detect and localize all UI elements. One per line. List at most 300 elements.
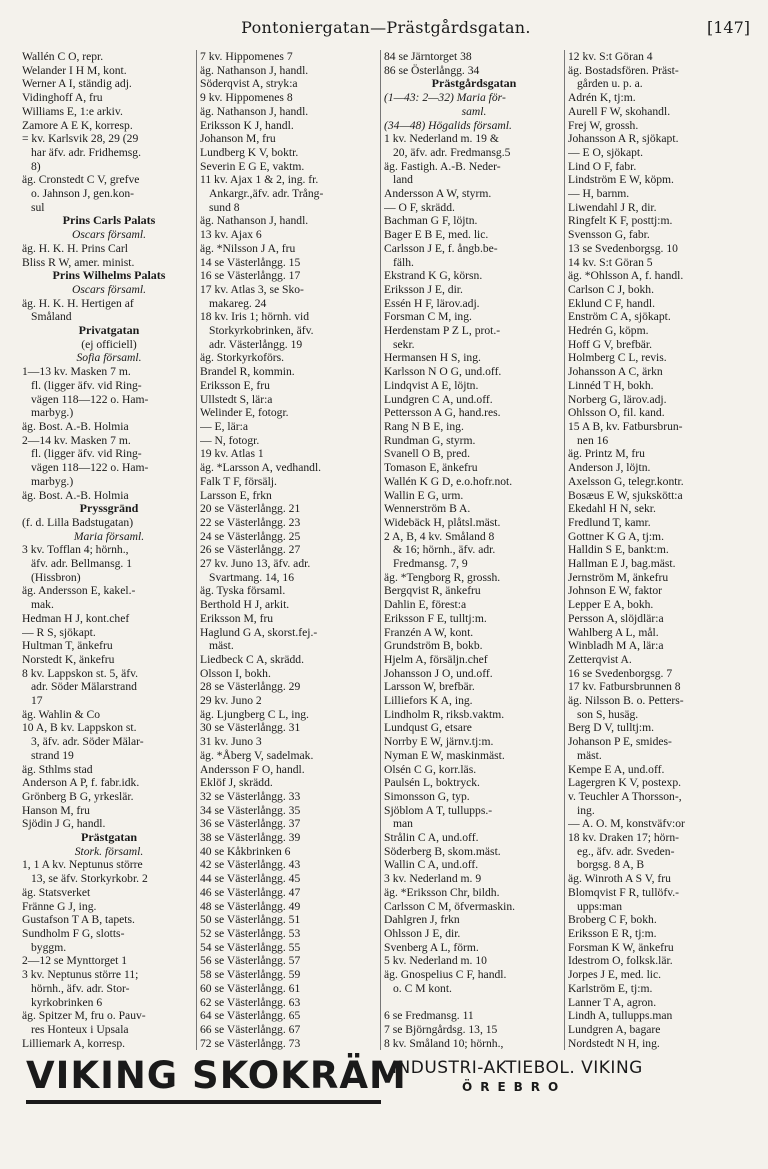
directory-entry: 66 se Västerlångg. 67: [200, 1022, 301, 1036]
directory-entry: Vidinghoff A, fru: [22, 91, 103, 105]
directory-entry: Falk T F, försälj.: [200, 474, 277, 488]
directory-entry: Eriksson F E, tulltj:m.: [384, 611, 487, 625]
directory-entry: — O F, skrädd.: [384, 200, 455, 214]
directory-entry: 34 se Västerlångg. 35: [200, 803, 301, 817]
directory-entry: mäst.: [209, 639, 234, 653]
directory-entry: Nyman E W, maskinmäst.: [384, 748, 505, 762]
directory-entry: Johanson P E, smides-: [568, 735, 672, 749]
directory-entry: Eklöf J, skrädd.: [200, 776, 273, 790]
directory-entry: 19 kv. Atlas 1: [200, 447, 264, 461]
directory-entry: 64 se Västerlångg. 65: [200, 1009, 301, 1023]
directory-entry: Fredlund T, kamr.: [568, 515, 651, 529]
directory-entry: Rundman G, styrm.: [384, 433, 476, 447]
directory-entry: 3, äfv. adr. Söder Mälar-: [31, 735, 144, 749]
directory-entry: Welander I H M, kont.: [22, 63, 127, 77]
directory-entry: Sofia församl.: [76, 351, 142, 365]
directory-entry: Svensson G, fabr.: [568, 228, 650, 242]
column-3: [380, 50, 564, 1050]
directory-entry: Linnéd T H, bokh.: [568, 378, 654, 392]
directory-entry: Forsman C M, ing.: [384, 310, 472, 324]
directory-entry: Grundström B, bokb.: [384, 639, 483, 653]
directory-entry: Gottner K G A, tj:m.: [568, 529, 664, 543]
directory-entry: vägen 118—122 o. Ham-: [31, 461, 149, 475]
directory-entry: äg. *Larsson A, vedhandl.: [200, 461, 322, 475]
column-4: [564, 50, 750, 1050]
directory-entry: Bliss R W, amer. minist.: [22, 255, 135, 269]
directory-entry: Ullstedt S, lär:a: [200, 392, 273, 406]
directory-entry: Brandel R, kommin.: [200, 365, 295, 379]
directory-entry: nen 16: [577, 433, 609, 447]
directory-entry: äg. Nathanson J, handl.: [200, 104, 309, 118]
directory-entry: borgsg. 8 A, B: [577, 858, 645, 872]
directory-entry: Zamore A E K, korresp.: [22, 118, 133, 132]
directory-entry: (34—48) Högalids församl.: [384, 118, 512, 132]
directory-entry: (ej officiell): [81, 337, 137, 351]
directory-entry: Widebäck H, plåtsl.mäst.: [384, 515, 501, 529]
directory-entry: Hedrén G, köpm.: [568, 324, 649, 338]
directory-entry: 11 kv. Ajax 1 & 2, ing. fr.: [200, 173, 319, 187]
directory-entry: 16 se Västerlångg. 17: [200, 269, 301, 283]
directory-entry: Ekstrand K G, körsn.: [384, 269, 483, 283]
directory-entry: 8 kv. Lappskon st. 5, äfv.: [22, 666, 139, 680]
directory-entry: Sundholm F G, slotts-: [22, 927, 125, 940]
directory-entry: Ankargr.,äfv. adr. Trång-: [209, 187, 324, 201]
directory-entry: Wallin E G, urm.: [384, 488, 464, 502]
directory-entry: — N, fotogr.: [200, 433, 260, 447]
directory-entry: äg. Wahlin & Co: [22, 707, 101, 721]
directory-entry: 7 se Björngårdsg. 13, 15: [384, 1022, 498, 1036]
directory-entry: 13, se äfv. Storkyrkobr. 2: [31, 872, 148, 886]
directory-entry: 29 kv. Juno 2: [200, 694, 262, 708]
directory-entry: 72 se Västerlångg. 73: [200, 1036, 301, 1050]
directory-entry: Lilliefors K A, ing.: [384, 694, 473, 708]
advertisement: [22, 1054, 750, 1114]
directory-entry: [384, 996, 564, 1010]
directory-entry: adr. Söder Mälarstrand: [31, 680, 137, 694]
directory-entry: Norberg G, lärov.adj.: [568, 392, 667, 406]
directory-entry: Andersson A W, styrm.: [384, 187, 492, 201]
directory-entry: Welinder E, fotogr.: [200, 406, 289, 420]
directory-entry: äg. Fastigh. A.-B. Neder-: [384, 159, 501, 173]
directory-entry: Holmberg C L, revis.: [568, 351, 667, 365]
directory-entry: Pryssgränd: [79, 502, 139, 516]
directory-entry: Norstedt K, änkefru: [22, 652, 115, 666]
directory-entry: äg. H. K. H. Hertigen af: [22, 296, 134, 310]
directory-entry: Gustafson T A B, tapets.: [22, 913, 135, 927]
directory-entry: Axelsson G, telegr.kontr.: [568, 474, 684, 488]
page-header: [22, 12, 750, 42]
directory-entry: 56 se Västerlångg. 57: [200, 954, 301, 968]
directory-entry: Simonsson G, typ.: [384, 789, 470, 803]
directory-entry: Eriksson E, fru: [200, 378, 270, 392]
directory-entry: 6 se Fredmansg. 11: [384, 1009, 474, 1023]
column-1: [22, 50, 196, 1050]
directory-entry: Svartmang. 14, 16: [209, 570, 295, 584]
directory-entry: Wennerström B A.: [384, 502, 471, 516]
directory-entry: Lagergren K V, postexp.: [568, 776, 682, 790]
directory-entry: 38 se Västerlångg. 39: [200, 831, 301, 845]
directory-entry: Severin E G E, vaktm.: [200, 159, 305, 173]
directory-entry: Johansson A R, sjökapt.: [568, 132, 679, 146]
directory-entry: sekr.: [393, 337, 415, 351]
directory-entry: Söderqvist A, stryk:a: [200, 77, 298, 91]
directory-entry: Lind O F, fabr.: [568, 159, 637, 173]
directory-entry: äg. Bostadsfören. Präst-: [568, 63, 679, 77]
directory-entry: 44 se Västerlångg. 45: [200, 872, 301, 886]
directory-entry: 20, äfv. adr. Fredmansg.5: [393, 145, 511, 159]
directory-entry: 48 se Västerlångg. 49: [200, 899, 301, 913]
directory-entry: äg. Gnospelius C F, handl.: [384, 968, 507, 982]
directory-entry: — R S, sjökapt.: [22, 625, 96, 639]
ad-brand: VIKING SKOKRÄM: [26, 1054, 407, 1097]
directory-entry: Prins Wilhelms Palats: [52, 269, 166, 283]
directory-entry: Eriksson E R, tj:m.: [568, 927, 657, 940]
directory-entry: Wallén C O, repr.: [22, 50, 104, 63]
directory-entry: Eriksson K J, handl.: [200, 118, 294, 132]
directory-entry: 15 A B, kv. Fatbursbrun-: [568, 419, 683, 433]
directory-entry: Lindh A, tullupps.man: [568, 1009, 673, 1023]
directory-entry: äg. *Åberg V, sadelmak.: [200, 748, 314, 762]
ad-city: ÖREBRO: [462, 1080, 567, 1094]
directory-entry: Dahlin E, förest:a: [384, 598, 467, 612]
directory-entry: — E O, sjökapt.: [568, 145, 644, 159]
directory-entry: Dahlgren J, frkn: [384, 913, 460, 927]
directory-entry: äg. Tyska församl.: [200, 584, 286, 598]
directory-entry: 36 se Västerlångg. 37: [200, 817, 301, 831]
directory-entry: Wallén K G D, e.o.hofr.not.: [384, 474, 513, 488]
directory-entry: Sjöblom A T, tullupps.-: [384, 803, 493, 817]
directory-entry: 8 kv. Småland 10; hörnh.,: [384, 1036, 504, 1050]
directory-entry: Söderberg B, skom.mäst.: [384, 844, 501, 858]
directory-entry: Herdenstam P Z L, prot.-: [384, 324, 501, 338]
directory-entry: äg. Nathanson J, handl.: [200, 63, 309, 77]
directory-entry: 28 se Västerlångg. 29: [200, 680, 301, 694]
directory-entry: Idestrom O, folksk.lär.: [568, 954, 673, 968]
directory-entry: Jorpes J E, med. lic.: [568, 968, 662, 982]
directory-entry: äg. H. K. H. Prins Carl: [22, 241, 128, 255]
directory-entry: Prästgatan: [81, 831, 137, 845]
directory-entry: v. Teuchler A Thorsson-,: [568, 789, 682, 803]
directory-entry: Karlsson N O G, und.off.: [384, 365, 502, 379]
directory-entry: 16 se Svedenborgsg. 7: [568, 666, 673, 680]
directory-entry: strand 19: [31, 748, 74, 762]
directory-entry: äg. Sthlms stad: [22, 762, 93, 776]
directory-entry: Carlson C J, bokh.: [568, 282, 654, 296]
directory-entry: upps:man: [577, 899, 623, 913]
directory-entry: Nordstedt N H, ing.: [568, 1036, 660, 1050]
directory-entry: (Hissbron): [31, 570, 81, 584]
directory-entry: 13 kv. Ajax 6: [200, 228, 262, 242]
directory-entry: 60 se Västerlångg. 61: [200, 981, 301, 995]
directory-entry: byggm.: [31, 940, 67, 954]
directory-entry: Prins Carls Palats: [62, 214, 156, 228]
directory-entry: Olsén C G, korr.läs.: [384, 762, 477, 776]
directory-entry: land: [393, 173, 413, 187]
directory-entry: makareg. 24: [209, 296, 267, 310]
directory-entry: ing.: [577, 803, 595, 817]
directory-entry: Berthold H J, arkit.: [200, 598, 290, 612]
directory-entry: Hoff G V, brefbär.: [568, 337, 653, 351]
directory-entry: 2—14 kv. Masken 7 m.: [22, 433, 131, 447]
directory-entry: 18 kv. Iris 1; hörnh. vid: [200, 310, 310, 324]
directory-entry: — A. O. M, konstväfv:or: [568, 817, 685, 831]
directory-entry: Bosæus E W, sjukskött:a: [568, 488, 683, 502]
directory-entry: 54 se Västerlångg. 55: [200, 940, 301, 954]
directory-entry: Kempe E A, und.off.: [568, 762, 665, 776]
directory-entry: Svanell O B, pred.: [384, 447, 470, 461]
directory-entry: har äfv. adr. Fridhemsg.: [31, 145, 142, 159]
directory-entry: Johanson M, fru: [200, 132, 276, 146]
directory-entry: 84 se Järntorget 38: [384, 50, 472, 63]
ad-company: INDUSTRI-AKTIEBOL. VIKING: [392, 1058, 643, 1078]
directory-entry: Maria församl.: [73, 529, 145, 543]
directory-entry: gården u. p. a.: [577, 77, 643, 91]
ad-underline: [26, 1100, 381, 1104]
directory-entry: Oscars församl.: [71, 228, 147, 242]
page-number: [147]: [706, 18, 750, 37]
directory-entry: 30 se Västerlångg. 31: [200, 721, 301, 735]
directory-entry: Lindholm R, riksb.vaktm.: [384, 707, 505, 721]
directory-entry: 22 se Västerlångg. 23: [200, 515, 301, 529]
directory-entry: Wahlberg A L, mål.: [568, 625, 659, 639]
directory-entry: Karlström E, tj:m.: [568, 981, 653, 995]
directory-entry: 7 kv. Hippomenes 7: [200, 50, 293, 63]
directory-entry: 20 se Västerlångg. 21: [200, 502, 301, 516]
directory-entry: Privatgatan: [78, 324, 140, 338]
directory-entry: Eriksson M, fru: [200, 611, 274, 625]
directory-entry: Lepper E A, bokh.: [568, 598, 654, 612]
directory-entry: 86 se Österlångg. 34: [384, 63, 480, 77]
directory-entry: 50 se Västerlångg. 51: [200, 913, 301, 927]
directory-entry: äg. Nilsson B. o. Petters-: [568, 694, 684, 708]
directory-entry: o. C M kont.: [393, 981, 452, 995]
directory-entry: Johansson A C, ärkn: [568, 365, 663, 379]
directory-entry: mäst.: [577, 748, 602, 762]
directory-entry: äg. Andersson E, kakel.-: [22, 584, 136, 598]
directory-entry: äg. Printz M, fru: [568, 447, 645, 461]
directory-entry: res Honteux i Upsala: [31, 1022, 129, 1036]
directory-entry: Storkyrkobrinken, äfv.: [209, 324, 314, 338]
directory-entry: son S, husäg.: [577, 707, 639, 721]
directory-entry: man: [393, 817, 413, 831]
directory-entry: Oscars församl.: [71, 282, 147, 296]
directory-entry: Carlsson C M, öfvermaskin.: [384, 899, 516, 913]
directory-entry: Ekedahl H N, sekr.: [568, 502, 656, 516]
directory-entry: o. Jahnson J, gen.kon-: [31, 187, 135, 201]
directory-entry: Hultman T, änkefru: [22, 639, 113, 653]
directory-entry: Adrén K, tj:m.: [568, 91, 636, 105]
directory-entry: Hallman E J, bag.mäst.: [568, 557, 676, 571]
directory-entry: Frej W, grossh.: [568, 118, 639, 132]
directory-entry: Larsson W, brefbär.: [384, 680, 475, 694]
directory-entry: fl. (ligger äfv. vid Ring-: [31, 378, 142, 392]
directory-entry: Lanner T A, agron.: [568, 995, 657, 1009]
directory-entry: Berg D V, tulltj:m.: [568, 721, 655, 735]
directory-entry: fl. (ligger äfv. vid Ring-: [31, 447, 142, 461]
directory-entry: Forsman K W, änkefru: [568, 940, 674, 954]
directory-entry: Liedbeck C A, skrädd.: [200, 652, 304, 666]
directory-entry: 3 kv. Neptunus större 11;: [22, 968, 139, 982]
directory-entry: Lundqust G, etsare: [384, 721, 472, 735]
directory-entry: Liwendahl J R, dir.: [568, 200, 657, 214]
directory-entry: Prästgårdsgatan: [431, 77, 517, 91]
directory-entry: mak.: [31, 598, 54, 612]
directory-entry: Lindqvist A E, löjtn.: [384, 378, 479, 392]
directory-page: [22, 12, 750, 1162]
directory-columns: [22, 50, 750, 1050]
directory-entry: — E, lär:a: [200, 419, 248, 433]
directory-entry: Hermansen H S, ing.: [384, 351, 481, 365]
directory-entry: Enström C A, sjökapt.: [568, 310, 671, 324]
directory-entry: 14 se Västerlångg. 15: [200, 255, 301, 269]
directory-entry: 2 A, B, 4 kv. Småland 8: [384, 529, 495, 543]
directory-entry: Ohlsson J E, dir.: [384, 927, 461, 940]
directory-entry: 17 kv. Atlas 3, se Sko-: [200, 282, 304, 296]
directory-entry: 62 se Västerlångg. 63: [200, 995, 301, 1009]
directory-entry: Johnson E W, faktor: [568, 584, 663, 598]
directory-entry: Haglund G A, skorst.fej.-: [200, 625, 318, 639]
directory-entry: 2—12 se Mynttorget 1: [22, 954, 128, 968]
directory-entry: marbyg.): [31, 406, 74, 420]
directory-entry: Carlsson J E, f. ångb.be-: [384, 241, 498, 255]
directory-entry: äg. Nathanson J, handl.: [200, 214, 309, 228]
directory-entry: — H, barnm.: [568, 187, 630, 201]
directory-entry: Jernström M, änkefru: [568, 570, 669, 584]
directory-entry: Winbladh M A, lär:a: [568, 639, 664, 653]
directory-entry: Halldin S E, bankt:m.: [568, 543, 669, 557]
directory-entry: Hanson M, fru: [22, 803, 90, 817]
directory-entry: 52 se Västerlångg. 53: [200, 927, 301, 940]
directory-entry: 1, 1 A kv. Neptunus större: [22, 858, 143, 872]
directory-entry: Pettersson A G, hand.res.: [384, 406, 501, 420]
directory-entry: Svenberg A L, förm.: [384, 940, 479, 954]
directory-entry: Fränne G J, ing.: [22, 899, 97, 913]
directory-entry: Werner A I, ständig adj.: [22, 77, 132, 91]
directory-entry: äg. *Ohlsson A, f. handl.: [568, 269, 684, 283]
directory-entry: vägen 118—122 o. Ham-: [31, 392, 149, 406]
column-2: [196, 50, 380, 1050]
directory-entry: 3 kv. Nederland m. 9: [384, 872, 482, 886]
directory-entry: 8): [31, 159, 41, 173]
directory-entry: eg., äfv. adr. Sveden-: [577, 844, 675, 858]
directory-entry: Anderson J, löjtn.: [568, 461, 651, 475]
directory-entry: Blomqvist F R, tullöfv.-: [568, 885, 680, 899]
directory-entry: hörnh., äfv. adr. Stor-: [31, 981, 130, 995]
directory-entry: kyrkobrinken 6: [31, 995, 103, 1009]
directory-entry: Lindström E W, köpm.: [568, 173, 674, 187]
directory-entry: Småland: [31, 310, 72, 324]
directory-entry: saml.: [461, 104, 487, 118]
directory-entry: adr. Västerlångg. 19: [209, 337, 303, 351]
directory-entry: Eriksson J E, dir.: [384, 282, 463, 296]
directory-entry: 17: [31, 694, 43, 708]
directory-entry: Andersson F O, handl.: [200, 762, 305, 776]
directory-entry: sund 8: [209, 200, 240, 214]
directory-entry: Williams E, 1:e arkiv.: [22, 104, 123, 118]
directory-entry: sul: [31, 200, 45, 214]
directory-entry: 9 kv. Hippomenes 8: [200, 91, 293, 105]
directory-entry: äg. Cronstedt C V, grefve: [22, 173, 140, 187]
directory-entry: Larsson E, frkn: [200, 488, 272, 502]
directory-entry: = kv. Karlsvik 28, 29 (29: [22, 132, 139, 146]
directory-entry: (1—43: 2—32) Maria för-: [384, 91, 506, 105]
directory-entry: Lundgren A, bagare: [568, 1022, 661, 1036]
directory-entry: äg. Spitzer M, fru o. Pauv-: [22, 1009, 146, 1023]
directory-entry: Olsson I, bokh.: [200, 666, 271, 680]
directory-entry: äg. Statsverket: [22, 885, 91, 899]
directory-entry: Ohlsson O, fil. kand.: [568, 406, 665, 420]
directory-entry: 42 se Västerlångg. 43: [200, 858, 301, 872]
directory-entry: Hjelm A, försäljn.chef: [384, 652, 488, 666]
directory-entry: Paulsén L, boktryck.: [384, 776, 480, 790]
directory-entry: 32 se Västerlångg. 33: [200, 789, 301, 803]
directory-entry: & 16; hörnh., äfv. adr.: [393, 543, 496, 557]
directory-entry: Rang N B E, ing.: [384, 419, 464, 433]
directory-entry: Hedman H J, kont.chef: [22, 611, 130, 625]
directory-entry: 26 se Västerlångg. 27: [200, 543, 301, 557]
directory-entry: 40 se Kåkbrinken 6: [200, 844, 291, 858]
directory-entry: (f. d. Lilla Badstugatan): [22, 515, 134, 529]
directory-entry: 14 kv. S:t Göran 5: [568, 255, 653, 269]
directory-entry: marbyg.): [31, 474, 74, 488]
directory-entry: 58 se Västerlångg. 59: [200, 968, 301, 982]
directory-entry: 17 kv. Fatbursbrunnen 8: [568, 680, 681, 694]
directory-entry: äg. *Tengborg R, grossh.: [384, 570, 501, 584]
directory-entry: Johansson J O, und.off.: [384, 666, 493, 680]
directory-entry: 3 kv. Tofflan 4; hörnh.,: [22, 543, 129, 557]
directory-entry: 1 kv. Nederland m. 19 &: [384, 132, 499, 146]
directory-entry: Persson A, slöjdlär:a: [568, 611, 664, 625]
directory-entry: Norrby E W, järnv.tj:m.: [384, 735, 494, 749]
directory-entry: Franzén A W, kont.: [384, 625, 474, 639]
directory-entry: 10 A, B kv. Lappskon st.: [22, 721, 137, 735]
directory-entry: Zetterqvist A.: [568, 652, 632, 666]
directory-entry: Ringfelt K F, posttj:m.: [568, 214, 673, 228]
directory-entry: äg. Storkyrkoförs.: [200, 351, 285, 365]
directory-entry: Bergqvist R, änkefru: [384, 584, 481, 598]
directory-entry: Lilliemark A, korresp.: [22, 1036, 126, 1050]
directory-entry: Lundberg K V, boktr.: [200, 145, 299, 159]
directory-entry: 46 se Västerlångg. 47: [200, 885, 301, 899]
directory-entry: Strålin C A, und.off.: [384, 831, 479, 845]
directory-entry: Lundgren C A, und.off.: [384, 392, 493, 406]
directory-entry: äg. Bost. A.-B. Holmia: [22, 419, 129, 433]
directory-entry: Wallin C A, und.off.: [384, 858, 479, 872]
directory-entry: äg. Bost. A.-B. Holmia: [22, 488, 129, 502]
directory-entry: äg. *Nilsson J A, fru: [200, 241, 296, 255]
directory-entry: 31 kv. Juno 3: [200, 735, 262, 749]
directory-entry: Bachman G F, löjtn.: [384, 214, 478, 228]
directory-entry: 1—13 kv. Masken 7 m.: [22, 365, 131, 379]
directory-entry: Sjödin J G, handl.: [22, 817, 106, 831]
directory-entry: 24 se Västerlångg. 25: [200, 529, 301, 543]
directory-entry: Tomason E, änkefru: [384, 461, 478, 475]
directory-entry: Essén H F, lärov.adj.: [384, 296, 480, 310]
directory-entry: Broberg C F, bokh.: [568, 913, 657, 927]
directory-entry: fälh.: [393, 255, 414, 269]
directory-entry: Grönberg B G, yrkeslär.: [22, 789, 134, 803]
directory-entry: 18 kv. Draken 17; hörn-: [568, 831, 679, 845]
directory-entry: Anderson A P, f. fabr.idk.: [22, 776, 140, 790]
page-title: Pontoniergatan—Prästgårdsgatan.: [241, 18, 531, 37]
directory-entry: Stork. församl.: [74, 844, 144, 858]
directory-entry: äg. Ljungberg C L, ing.: [200, 707, 309, 721]
directory-entry: 13 se Svedenborgsg. 10: [568, 241, 678, 255]
directory-entry: 27 kv. Juno 13, äfv. adr.: [200, 557, 311, 571]
directory-entry: Bager E B E, med. lic.: [384, 228, 489, 242]
directory-entry: 5 kv. Nederland m. 10: [384, 954, 487, 968]
directory-entry: äfv. adr. Bellmansg. 1: [31, 557, 132, 571]
